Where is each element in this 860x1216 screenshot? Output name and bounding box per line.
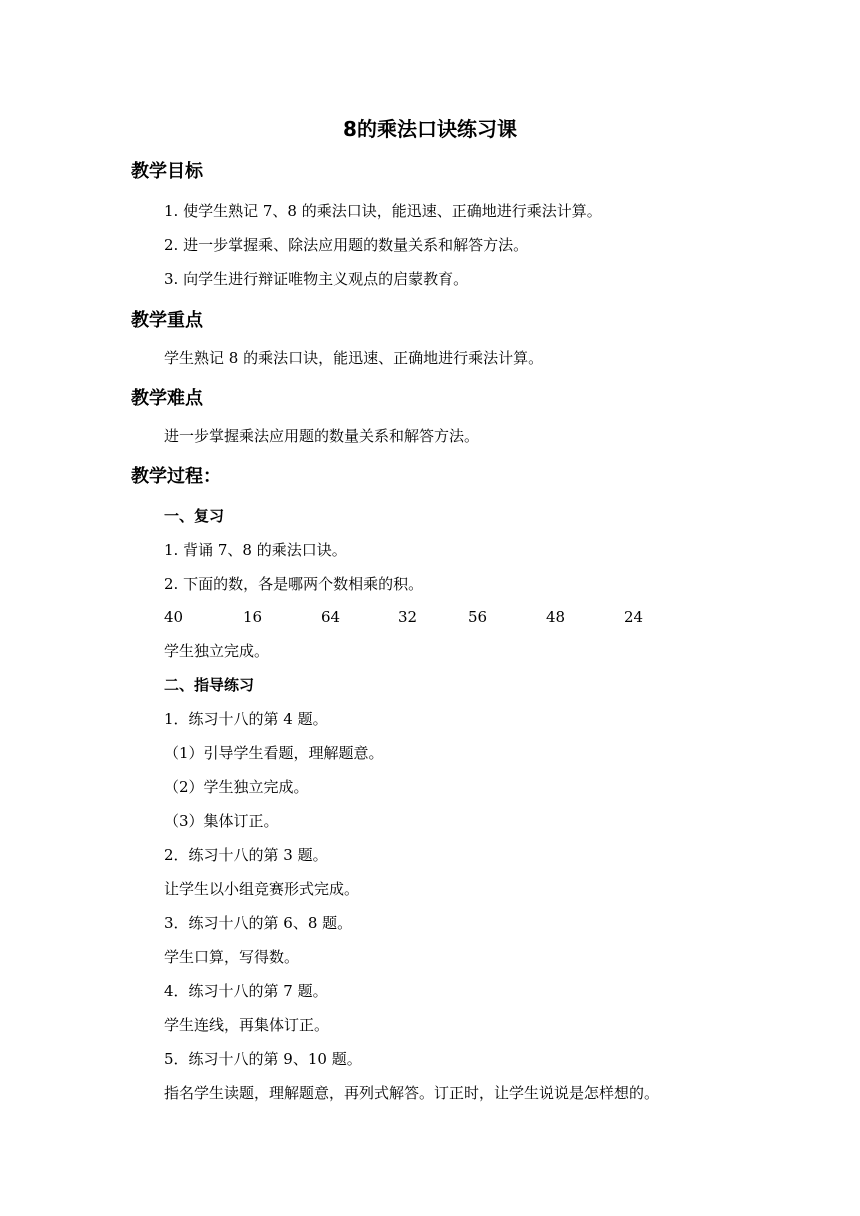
guided-line-1: 1．练习十八的第 4 题。 [164,710,328,728]
guided-line-4: （3）集体订正。 [164,812,279,830]
guided-line-3: （2）学生独立完成。 [164,778,309,796]
product-number: 24 [624,608,644,626]
heading-process: 教学过程： [131,466,221,487]
goal-item-2: 2. 进一步掌握乘、除法应用题的数量关系和解答方法。 [164,236,529,254]
product-number: 32 [398,608,418,626]
guided-line-8: 学生口算，写得数。 [164,948,300,966]
difficulty-text: 进一步掌握乘法应用题的数量关系和解答方法。 [164,427,480,445]
guided-line-6: 让学生以小组竞赛形式完成。 [164,880,360,898]
subheading-guided: 二、指导练习 [164,676,255,694]
subheading-review: 一、复习 [164,507,225,525]
review-line-1: 1. 背诵 7、8 的乘法口诀。 [164,541,347,559]
document-title: 8的乘法口诀练习课 [343,117,517,141]
review-after: 学生独立完成。 [164,642,270,660]
guided-line-12: 指名学生读题，理解题意，再列式解答。订正时，让学生说说是怎样想的。 [164,1084,660,1102]
heading-goals: 教学目标 [131,161,203,182]
guided-line-11: 5．练习十八的第 9、10 题。 [164,1050,362,1068]
product-number: 16 [243,608,263,626]
heading-difficulty: 教学难点 [131,388,203,409]
guided-line-2: （1）引导学生看题，理解题意。 [164,744,384,762]
guided-line-7: 3．练习十八的第 6、8 题。 [164,914,353,932]
guided-line-10: 学生连线，再集体订正。 [164,1016,330,1034]
goal-item-3: 3. 向学生进行辩证唯物主义观点的启蒙教育。 [164,270,469,288]
product-number: 48 [546,608,566,626]
product-number: 64 [321,608,341,626]
guided-line-5: 2．练习十八的第 3 题。 [164,846,328,864]
guided-line-9: 4．练习十八的第 7 题。 [164,982,328,1000]
key-point-text: 学生熟记 8 的乘法口诀，能迅速、正确地进行乘法计算。 [164,349,544,367]
goal-item-1: 1. 使学生熟记 7、8 的乘法口诀，能迅速、正确地进行乘法计算。 [164,202,602,220]
product-number: 56 [468,608,488,626]
product-number: 40 [164,608,184,626]
heading-key-point: 教学重点 [131,310,203,331]
review-line-2: 2. 下面的数，各是哪两个数相乘的积。 [164,575,424,593]
